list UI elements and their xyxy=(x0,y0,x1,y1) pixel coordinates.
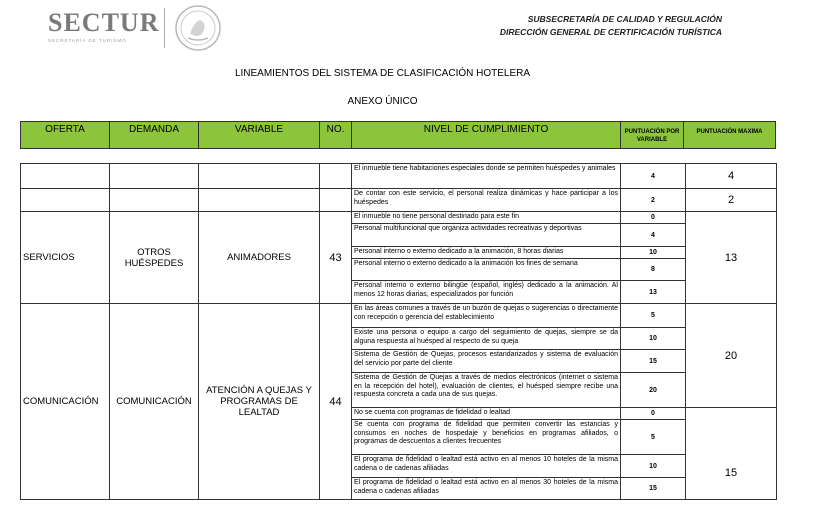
col-nivel: NIVEL DE CUMPLIMIENTO xyxy=(352,122,621,148)
table-row xyxy=(21,164,777,189)
criterion-score: 20 xyxy=(621,373,686,408)
criterion-text: En las áreas comunes a través de un buzón de quejas o sugerencias o directamente con recepción o gerencia del establecimiento xyxy=(352,304,621,328)
criterion-text: Personal interno o externo dedicado a la animación, 8 horas diarias xyxy=(352,247,621,259)
criterion-text: El programa de fidelidad o lealtad está activo en al menos 30 hoteles de la misma cadena o cadenas afiliadas xyxy=(352,478,621,500)
criterion-text: Sistema de Gestión de Quejas, procesos estandarizados y sistema de evaluación del servicio por parte del cliente xyxy=(352,350,621,373)
demanda-cell: COMUNICACIÓN xyxy=(110,304,199,500)
criterion-score: 4 xyxy=(621,224,686,247)
oferta-cell: SERVICIOS xyxy=(21,212,110,304)
number-cell: 43 xyxy=(320,212,352,304)
criterion-text: Sistema de Gestión de Quejas a través de medios electrónicos (internet o sistema en la recepción del hotel), evaluación de clientes, el huésped siempre recibe una respuesta concreta a cada una de sus quejas. xyxy=(352,373,621,408)
criterion-text: No se cuenta con programas de fidelidad o lealtad xyxy=(352,408,621,420)
table-row xyxy=(21,212,777,224)
number-cell: 44 xyxy=(320,304,352,500)
oferta-cell: COMUNICACIÓN xyxy=(21,304,110,500)
col-puntuacion-variable: PUNTUACIÓN POR VARIABLE xyxy=(621,122,684,148)
document-subtitle: ANEXO ÚNICO xyxy=(347,96,418,107)
table-row xyxy=(21,189,777,212)
criterion-score: 10 xyxy=(621,247,686,259)
table-row xyxy=(21,304,777,328)
variable-cell: ANIMADORES xyxy=(199,212,320,304)
criterion-score: 5 xyxy=(621,420,686,455)
logo-divider xyxy=(164,8,165,48)
criterion-score: 8 xyxy=(621,259,686,281)
criterion-text: De contar con este servicio, el personal realiza dinámicas y hace participar a los huéspedes xyxy=(352,189,621,212)
criterion-score: 15 xyxy=(621,350,686,373)
criterion-text: El inmueble tiene habitaciones especiales donde se permiten huéspedes y animales xyxy=(352,164,621,189)
col-demanda: DEMANDA xyxy=(110,122,199,148)
document-title: LINEAMIENTOS DEL SISTEMA DE CLASIFICACIÓN HOTELERA xyxy=(234,68,531,79)
criterion-score: 0 xyxy=(621,408,686,420)
variable-cell: ATENCIÓN A QUEJAS Y PROGRAMAS DE LEALTAD xyxy=(199,304,320,500)
criterion-text: El inmueble no tiene personal destinado para este fin xyxy=(352,212,621,224)
sectur-logo xyxy=(48,10,159,43)
criterion-score: 13 xyxy=(621,281,686,304)
header-line-1: SUBSECRETARÍA DE CALIDAD Y REGULACIÓN xyxy=(527,14,722,24)
logo-text: SECTUR xyxy=(48,8,160,37)
column-header-row xyxy=(20,121,776,149)
criterion-score: 2 xyxy=(621,189,686,212)
criterion-score: 15 xyxy=(621,478,686,500)
criterion-text: Se cuenta con programa de fidelidad que permiten convertir las estancias y consumos en noches de hospedaje y beneficios en programas afiliados, o programas de descuentos a clientes frecuentes xyxy=(352,420,621,455)
header-line-2: DIRECCIÓN GENERAL DE CERTIFICACIÓN TURÍSTICA xyxy=(499,27,722,37)
max-score: 15 xyxy=(686,408,777,500)
criterion-text: El programa de fidelidad o lealtad está activo en al menos 10 hoteles de la misma cadena o de cadenas afiliadas xyxy=(352,455,621,478)
classification-table xyxy=(20,163,777,500)
max-score: 4 xyxy=(686,164,777,189)
criterion-score: 5 xyxy=(621,304,686,328)
criterion-text: Personal interno o externo bilingüe (español, inglés) dedicado a la animación. Al menos 12 horas diarias, especializados por función xyxy=(352,281,621,304)
header-agency xyxy=(500,13,722,39)
criterion-text: Existe una persona o equipo a cargo del seguimiento de quejas, siempre se da alguna respuesta al huésped al respecto de su queja xyxy=(352,328,621,350)
max-score: 13 xyxy=(686,212,777,304)
col-oferta: OFERTA xyxy=(21,122,110,148)
logo-subtext: SECRETARÍA DE TURISMO xyxy=(48,38,127,43)
col-variable: VARIABLE xyxy=(199,122,320,148)
demanda-cell: OTROS HUÉSPEDES xyxy=(110,212,199,304)
max-score: 2 xyxy=(686,189,777,212)
criterion-score: 0 xyxy=(621,212,686,224)
criterion-text: Personal multifuncional que organiza actividades recreativas y deportivas xyxy=(352,224,621,247)
national-seal-icon xyxy=(174,4,222,52)
criterion-score: 10 xyxy=(621,328,686,350)
col-puntuacion-maxima: PUNTUACIÓN MAXIMA xyxy=(696,129,763,135)
col-no: NO. xyxy=(320,122,352,148)
criterion-score: 4 xyxy=(621,164,686,189)
criterion-score: 10 xyxy=(621,455,686,478)
criterion-text: Personal interno o externo dedicado a la animación los fines de semana xyxy=(352,259,621,281)
max-score: 20 xyxy=(686,304,777,408)
